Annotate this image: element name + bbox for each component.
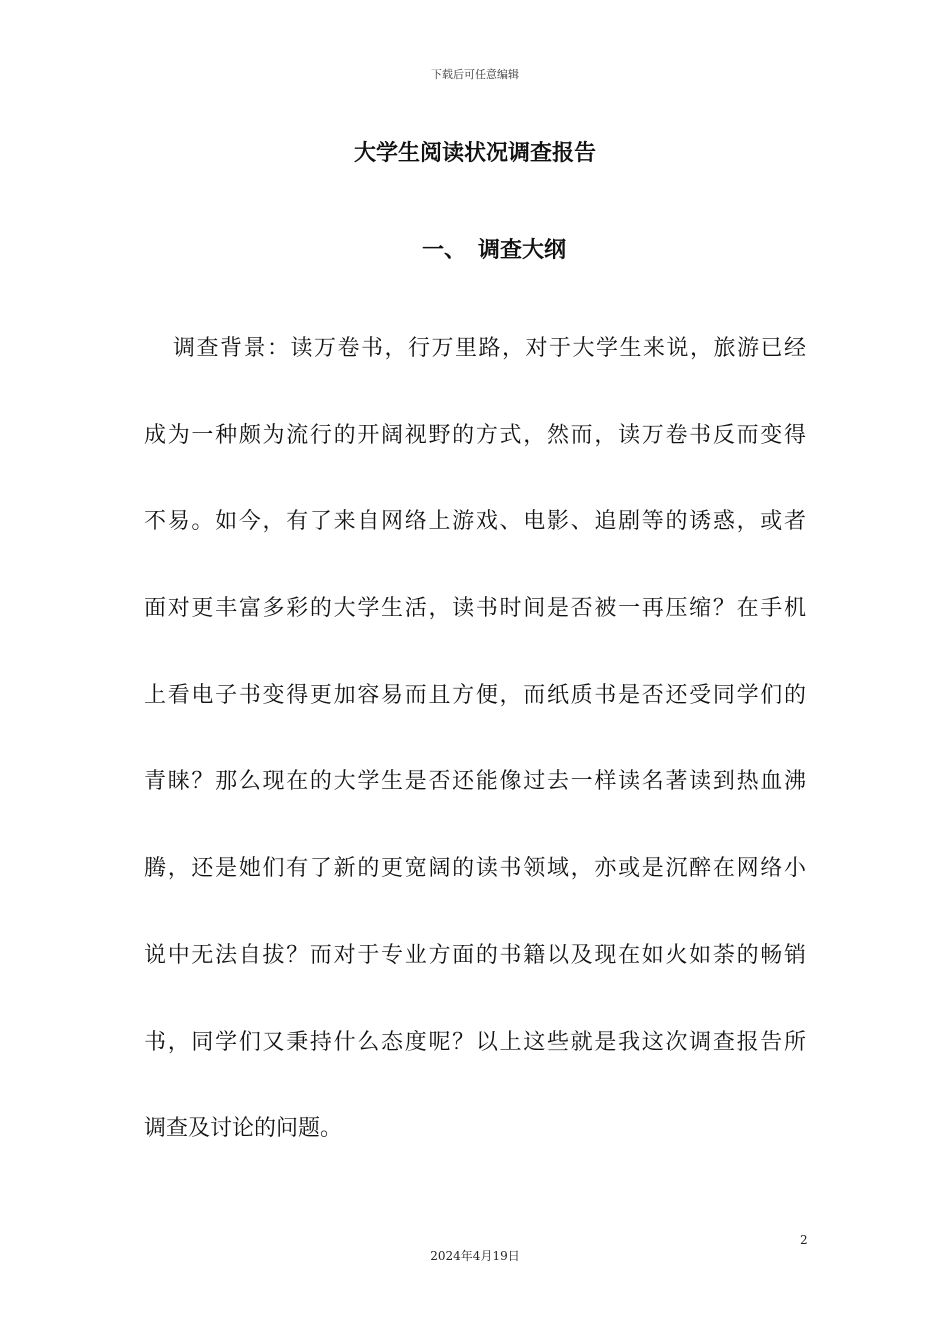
section-number: 一、 <box>422 238 467 263</box>
paragraph-line: 书，同学们又秉持什么态度呢？以上这些就是我这次调查报告所 <box>144 1029 806 1055</box>
paragraph-line: 调查及讨论的问题。 <box>144 1116 343 1142</box>
paragraph-line: 说中无法自拔？而对于专业方面的书籍以及现在如火如荼的畅销 <box>144 942 806 968</box>
paragraph-line: 腾，还是她们有了新的更宽阔的读书领域，亦或是沉醉在网络小 <box>144 856 806 882</box>
page-header: 下载后可任意编辑 <box>431 68 519 81</box>
section-title: 调查大纲 <box>478 238 567 263</box>
paragraph-line: 青睐？那么现在的大学生是否还能像过去一样读名著读到热血沸 <box>144 769 806 795</box>
paragraph-line: 成为一种颇为流行的开阔视野的方式，然而，读万卷书反而变得 <box>144 422 806 448</box>
paragraph-line: 上看电子书变得更加容易而且方便，而纸质书是否还受同学们的 <box>144 682 806 708</box>
body-paragraph <box>144 320 806 1187</box>
page-footer-date: 2024年4月19日 <box>430 1249 520 1263</box>
paragraph-line: 调查背景：读万卷书，行万里路，对于大学生来说，旅游已经 <box>173 336 806 361</box>
paragraph-line: 不易。如今，有了来自网络上游戏、电影、追剧等的诱惑，或者 <box>144 509 806 535</box>
document-title: 大学生阅读状况调查报告 <box>353 141 596 166</box>
section-heading <box>422 233 566 264</box>
page-number: 2 <box>800 1233 808 1247</box>
paragraph-line: 面对更丰富多彩的大学生活，读书时间是否被一再压缩？在手机 <box>144 596 806 622</box>
